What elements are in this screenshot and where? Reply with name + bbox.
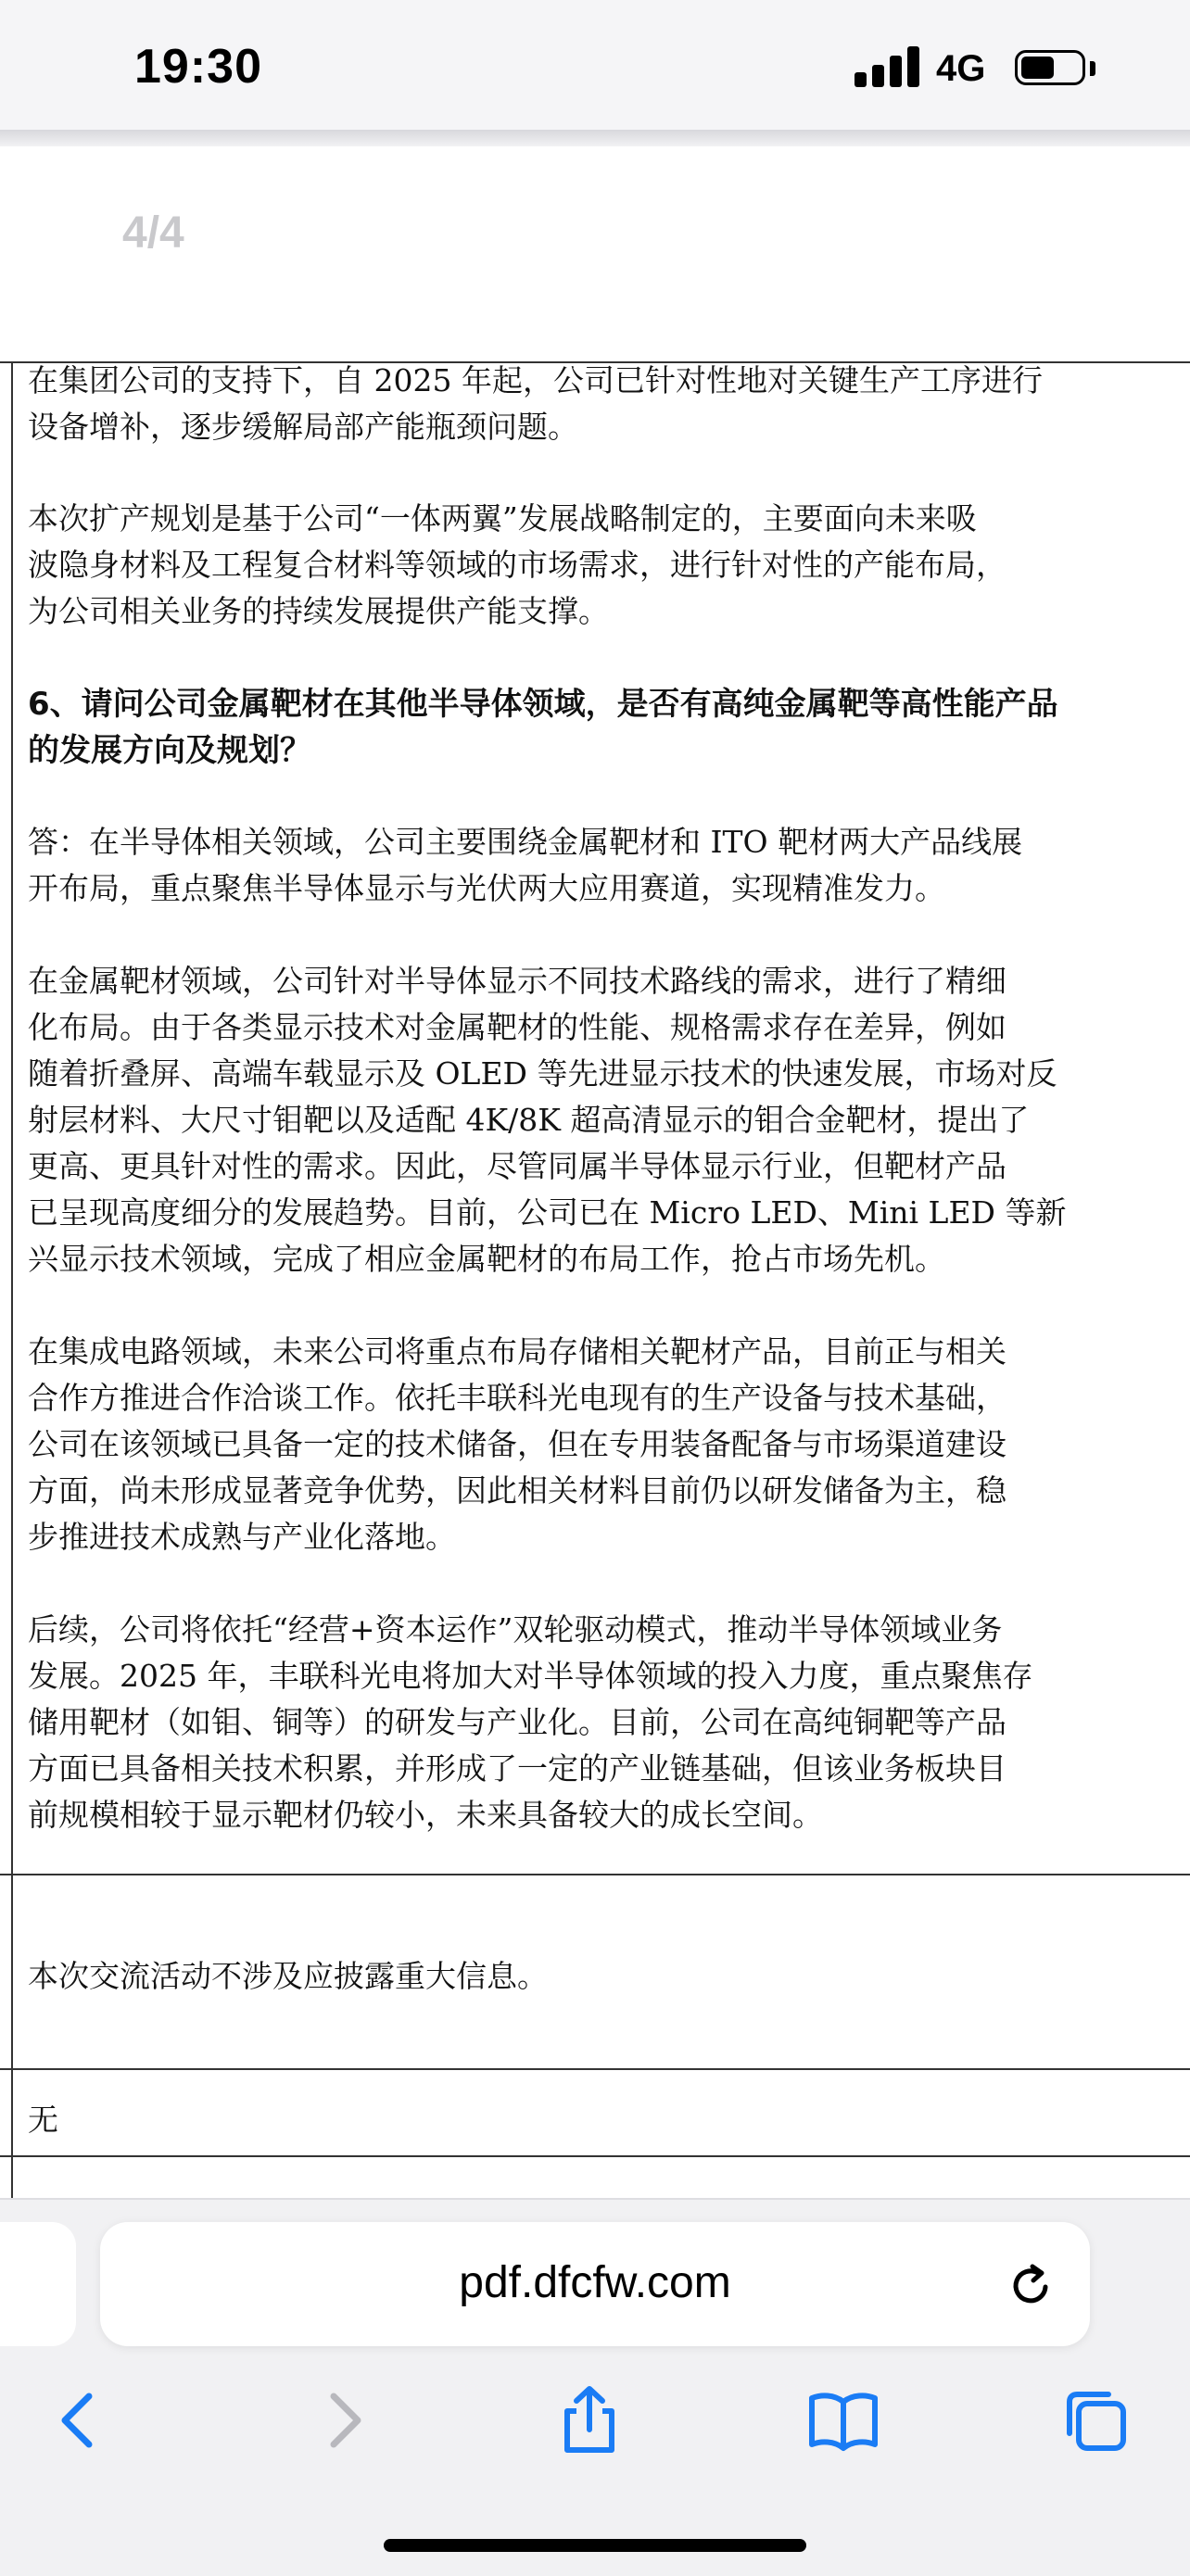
text-line: 储用靶材（如钼、铜等）的研发与产业化。目前，公司在高纯铜靶等产品 bbox=[28, 1704, 1006, 1740]
text-line: 公司在该领域已具备一定的技术储备，但在专用装备配备与市场渠道建设 bbox=[28, 1426, 1006, 1462]
text-line: 兴显示技术领域，完成了相应金属靶材的布局工作，抢占市场先机。 bbox=[28, 1241, 945, 1277]
attachment-note bbox=[28, 2097, 58, 2143]
pdf-page[interactable] bbox=[0, 146, 1190, 2203]
paragraph bbox=[28, 1329, 1006, 1560]
bookmarks-icon[interactable] bbox=[806, 2383, 880, 2457]
text-line: 射层材料、大尺寸钼靶以及适配 4K/8K 超高清显示的钼合金靶材，提出了 bbox=[28, 1102, 1030, 1138]
page-indicator: 4/4 bbox=[122, 208, 184, 258]
text-line: 波隐身材料及工程复合材料等领域的市场需求，进行针对性的产能布局， bbox=[28, 547, 1006, 583]
text-line: 本次交流活动不涉及应披露重大信息。 bbox=[28, 1958, 548, 1994]
url-text[interactable]: pdf.dfcfw.com bbox=[459, 2258, 731, 2307]
home-indicator[interactable] bbox=[384, 2539, 806, 2552]
text-line: 更高、更具针对性的需求。因此，尽管同属半导体显示行业，但靶材产品 bbox=[28, 1148, 1006, 1184]
text-line: 方面，尚未形成显著竞争优势，因此相关材料目前仍以研发储备为主，稳 bbox=[28, 1472, 1006, 1509]
paragraph bbox=[28, 819, 1022, 912]
text-line: 合作方推进合作洽谈工作。依托丰联科光电现有的生产设备与技术基础， bbox=[28, 1380, 1006, 1416]
previous-tab-card[interactable] bbox=[0, 2222, 76, 2346]
text-line: 发展。2025 年，丰联科光电将加大对半导体领域的投入力度，重点聚焦存 bbox=[28, 1658, 1033, 1694]
text-line: 本次扩产规划是基于公司“一体两翼”发展战略制定的，主要面向未来吸 bbox=[28, 500, 977, 537]
signal-strength-icon bbox=[855, 44, 921, 87]
address-bar[interactable] bbox=[100, 2222, 1090, 2346]
table-border-left bbox=[11, 361, 13, 2203]
table-border-bottom bbox=[0, 2155, 1190, 2157]
text-line: 步推进技术成熟与产业化落地。 bbox=[28, 1519, 456, 1555]
text-line: 6、请问公司金属靶材在其他半导体领域，是否有高纯金属靶等高性能产品 bbox=[28, 686, 1058, 723]
back-icon[interactable] bbox=[44, 2383, 119, 2457]
tabs-icon[interactable] bbox=[1058, 2383, 1133, 2457]
paragraph bbox=[28, 358, 1043, 450]
battery-tip bbox=[1090, 61, 1095, 76]
text-line: 在金属靶材领域，公司针对半导体显示不同技术路线的需求，进行了精细 bbox=[28, 963, 1006, 999]
disclosure-note bbox=[28, 1953, 548, 2000]
text-line: 随着折叠屏、高端车载显示及 OLED 等先进显示技术的快速发展，市场对反 bbox=[28, 1055, 1057, 1092]
status-time: 19:30 bbox=[134, 40, 262, 94]
text-line: 后续，公司将依托“经营+资本运作”双轮驱动模式，推动半导体领域业务 bbox=[28, 1611, 1003, 1648]
network-type: 4G bbox=[936, 48, 986, 89]
table-row-divider bbox=[0, 1874, 1190, 1875]
text-line: 前规模相较于显示靶材仍较小，未来具备较大的成长空间。 bbox=[28, 1797, 823, 1833]
table-row-divider bbox=[0, 2068, 1190, 2070]
paragraph bbox=[28, 496, 1006, 635]
share-icon[interactable] bbox=[552, 2383, 627, 2457]
battery-icon bbox=[1015, 50, 1085, 85]
text-line: 为公司相关业务的持续发展提供产能支撑。 bbox=[28, 593, 609, 629]
status-bar bbox=[0, 0, 1190, 130]
text-line: 的发展方向及规划？ bbox=[28, 732, 311, 769]
reload-icon[interactable] bbox=[1005, 2259, 1057, 2311]
text-line: 无 bbox=[28, 2102, 58, 2138]
text-line: 设备增补，逐步缓解局部产能瓶颈问题。 bbox=[28, 409, 578, 445]
forward-icon[interactable] bbox=[304, 2383, 378, 2457]
text-line: 在集团公司的支持下，自 2025 年起，公司已针对性地对关键生产工序进行 bbox=[28, 362, 1043, 398]
paragraph bbox=[28, 958, 1067, 1282]
text-line: 在集成电路领域，未来公司将重点布局存储相关靶材产品，目前正与相关 bbox=[28, 1333, 1006, 1370]
text-line: 开布局，重点聚焦半导体显示与光伏两大应用赛道，实现精准发力。 bbox=[28, 870, 945, 906]
question-heading bbox=[28, 681, 1058, 774]
toolbar-shadow bbox=[0, 130, 1190, 146]
text-line: 已呈现高度细分的发展趋势。目前，公司已在 Micro LED、Mini LED 等新 bbox=[28, 1194, 1067, 1231]
text-line: 方面已具备相关技术积累，并形成了一定的产业链基础，但该业务板块目 bbox=[28, 1750, 1006, 1787]
paragraph bbox=[28, 1607, 1032, 1838]
text-line: 答：在半导体相关领域，公司主要围绕金属靶材和 ITO 靶材两大产品线展 bbox=[28, 824, 1023, 860]
text-line: 化布局。由于各类显示技术对金属靶材的性能、规格需求存在差异，例如 bbox=[28, 1009, 1006, 1045]
